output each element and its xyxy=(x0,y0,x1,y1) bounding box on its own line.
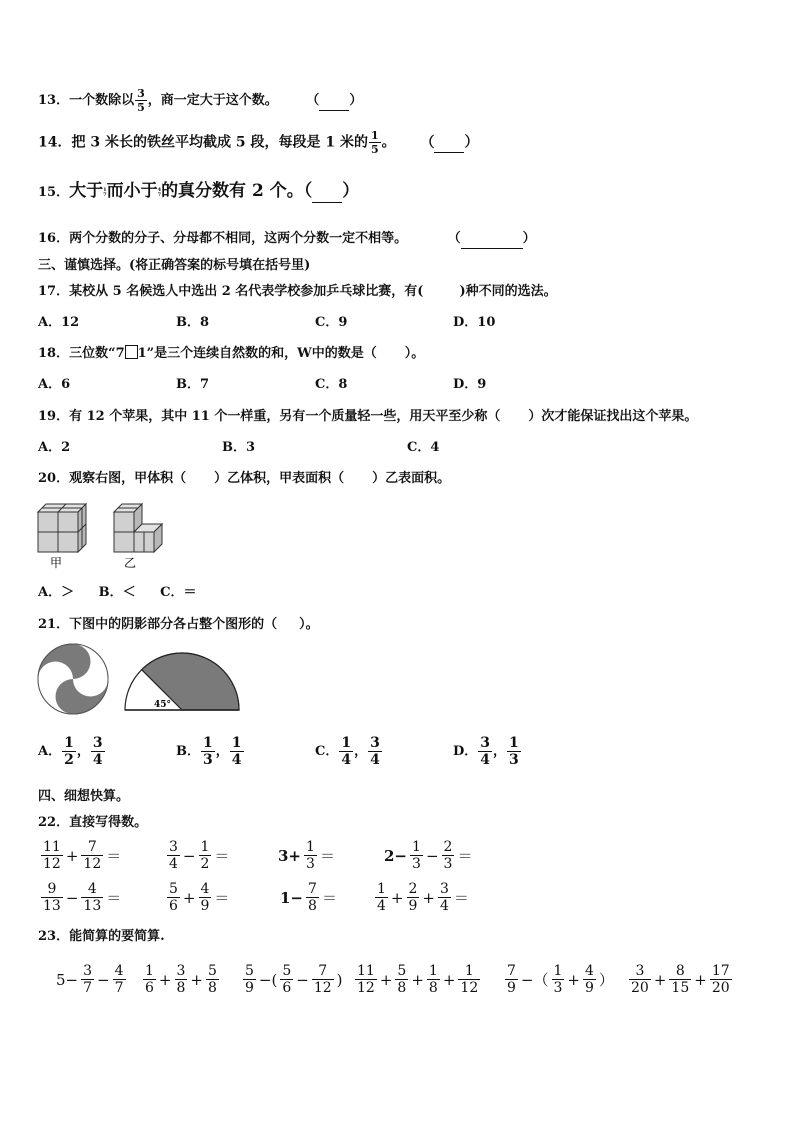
q19-option-b[interactable]: B．3 xyxy=(222,440,256,455)
q22-expr-8: $\frac{1}{4}$ + $\frac{2}{9}$ + $\frac{3}{4}$ ＝ xyxy=(377,881,469,914)
section-4-title: 四、细想快算。 xyxy=(38,789,130,804)
answer-blank-20a[interactable] xyxy=(186,470,214,488)
q18-option-d[interactable]: D．9 xyxy=(453,377,487,392)
pinwheel-circle xyxy=(38,644,108,714)
q18-option-c[interactable]: C．8 xyxy=(315,377,348,392)
blank-open: （ xyxy=(303,181,313,201)
q18-text: 18．三位数“7 xyxy=(38,346,125,361)
q17-option-c[interactable]: C．9 xyxy=(315,315,348,330)
q15-text-a: 大于 xyxy=(69,181,104,201)
label-jia: 甲 xyxy=(50,556,63,570)
q17-text: 17．某校从 5 名候选人中选出 2 名代表学校参加乒乓球比赛，有( xyxy=(38,284,424,299)
q14-text: 14．把 3 米长的铁丝平均截成 5 段，每段是 1 米的 xyxy=(38,134,368,151)
fraction-tiny: 4 7 xyxy=(157,186,162,198)
q20-text: 20．观察右图，甲体积（ xyxy=(38,471,187,486)
semicircle-sector xyxy=(125,653,239,710)
answer-blank-13[interactable] xyxy=(319,92,349,111)
answer-blank-16[interactable] xyxy=(461,230,523,249)
label-yi: 乙 xyxy=(124,556,137,570)
fraction: $\frac{1}{5}$ xyxy=(370,129,379,156)
q22-expr-1: $\frac{11}{12}$ + $\frac{7}{12}$ ＝ xyxy=(43,839,122,872)
q14-tail: 。 xyxy=(381,134,396,151)
question-14 xyxy=(38,130,478,155)
q22-expr-5: $\frac{9}{13}$ − $\frac{4}{13}$ ＝ xyxy=(43,881,122,914)
blank-open: （ xyxy=(420,134,435,151)
cube-jia xyxy=(38,504,86,552)
q23-expr-3: $\frac{5}{9}$ −( $\frac{5}{6}$ − $\frac{7}{12}$ ) xyxy=(245,963,343,996)
answer-blank-18[interactable] xyxy=(377,345,405,363)
q19-text: 19．有 12 个苹果，其中 11 个一样重，另有一个质量轻一些，用天平至少称（ xyxy=(38,409,501,424)
question-23-title: 23．能简算的要简算. xyxy=(38,929,165,944)
blank-close: ） xyxy=(349,93,363,108)
blank-close: ） xyxy=(522,231,536,246)
q17-option-b[interactable]: B．8 xyxy=(176,315,210,330)
q21-option-c[interactable]: C． $\frac{1}{4}$ ， $\frac{3}{4}$ xyxy=(315,735,380,768)
q18-option-a[interactable]: A．6 xyxy=(38,377,71,392)
question-13 xyxy=(38,88,362,113)
q23-expr-1: 5− $\frac{3}{7}$ − $\frac{4}{7}$ xyxy=(56,963,124,996)
answer-blank-20b[interactable] xyxy=(344,470,372,488)
q20-option-c[interactable]: C．＝ xyxy=(160,585,197,600)
fraction-tiny: 1 7 xyxy=(103,186,107,198)
q15-text-b: 而小于 xyxy=(106,181,158,201)
q18-mid: 1”是三个连续自然数的和，W中的数是（ xyxy=(137,346,377,361)
q16-text: 16．两个分数的分子、分母都不相同，这两个分数一定不相等。 xyxy=(38,231,408,246)
q23-expr-4: $\frac{11}{12}$ + $\frac{5}{8}$ + $\frac{1}{8}$ + $\frac{1}{12}$ xyxy=(357,963,479,996)
blank-open: （ xyxy=(306,93,320,108)
q19-option-c[interactable]: C．4 xyxy=(407,440,440,455)
q22-expr-2: $\frac{3}{4}$ − $\frac{1}{2}$ ＝ xyxy=(169,839,230,872)
q17-option-d[interactable]: D．10 xyxy=(453,315,496,330)
q17-option-a[interactable]: A．12 xyxy=(38,315,80,330)
q19-tail: ）次才能保证找出这个苹果。 xyxy=(528,409,698,424)
q21-text: 21．下图中的阴影部分各占整个图形的（ xyxy=(38,617,278,632)
question-18 xyxy=(38,345,424,363)
q13-tail: ，商一定大于这个数。 xyxy=(147,93,278,108)
question-15 xyxy=(38,182,359,203)
answer-blank-14[interactable] xyxy=(434,134,464,153)
q20-tail: ）乙表面积。 xyxy=(372,471,451,486)
q20-options xyxy=(38,584,197,602)
answer-blank-15[interactable] xyxy=(312,184,342,203)
answer-blank-17[interactable] xyxy=(423,283,459,301)
blank-close: ） xyxy=(342,181,360,201)
question-17 xyxy=(38,283,557,301)
q18-option-b[interactable]: B．7 xyxy=(176,377,210,392)
q23-expr-5: $\frac{7}{9}$ −（ $\frac{1}{3}$ + $\frac{4}{9}$ ） xyxy=(507,963,614,996)
box-placeholder-icon xyxy=(125,345,138,359)
q15-text-c: 的真分数有 2 个。 xyxy=(161,181,304,201)
q13-text: 13．一个数除以 xyxy=(38,93,135,108)
q22-expr-4: 2− $\frac{1}{3}$ − $\frac{2}{3}$ ＝ xyxy=(384,839,473,872)
q22-expr-6: $\frac{5}{6}$ + $\frac{4}{9}$ ＝ xyxy=(169,881,230,914)
q17-tail: )种不同的选法。 xyxy=(459,284,557,299)
fraction: $\frac{3}{5}$ xyxy=(137,87,145,114)
q22-expr-7: 1− $\frac{7}{8}$ ＝ xyxy=(280,881,337,914)
question-19 xyxy=(38,408,697,426)
section-3-title: 三、谨慎选择。(将正确答案的标号填在括号里) xyxy=(38,258,311,273)
question-20 xyxy=(38,470,450,488)
question-22-title: 22．直接写得数。 xyxy=(38,815,148,830)
q15-number: 15． xyxy=(38,185,70,200)
q23-expr-2: $\frac{1}{6}$ + $\frac{3}{8}$ + $\frac{5}{8}$ xyxy=(145,963,217,996)
q21-option-a[interactable]: A． $\frac{1}{2}$ ， $\frac{3}{4}$ xyxy=(38,735,103,768)
q20-option-a[interactable]: A．＞ xyxy=(38,585,75,600)
blank-open: （ xyxy=(447,231,461,246)
blank-close: ） xyxy=(464,134,479,151)
answer-blank-21[interactable] xyxy=(277,616,299,634)
q21-option-b[interactable]: B． $\frac{1}{3}$ ， $\frac{1}{4}$ xyxy=(176,735,242,768)
cube-yi xyxy=(114,504,162,552)
cubes-figure xyxy=(36,500,166,572)
angle-label: 45° xyxy=(154,700,172,710)
q23-expr-6: $\frac{3}{20}$ + $\frac{8}{15}$ + $\frac{17}{20}$ xyxy=(631,963,730,996)
q18-tail: ）。 xyxy=(404,346,425,361)
q22-expr-3: 3+ $\frac{1}{3}$ ＝ xyxy=(278,839,335,872)
q20-mid: ）乙体积，甲表面积（ xyxy=(214,471,345,486)
q21-tail: ）。 xyxy=(299,617,319,632)
shaded-figures xyxy=(36,642,246,716)
q21-option-d[interactable]: D． $\frac{3}{4}$ ， $\frac{1}{3}$ xyxy=(453,735,519,768)
question-21 xyxy=(38,616,319,634)
q20-option-b[interactable]: B．＜ xyxy=(98,585,136,600)
answer-blank-19[interactable] xyxy=(500,408,528,426)
question-16 xyxy=(38,230,536,249)
q19-option-a[interactable]: A．2 xyxy=(38,440,71,455)
